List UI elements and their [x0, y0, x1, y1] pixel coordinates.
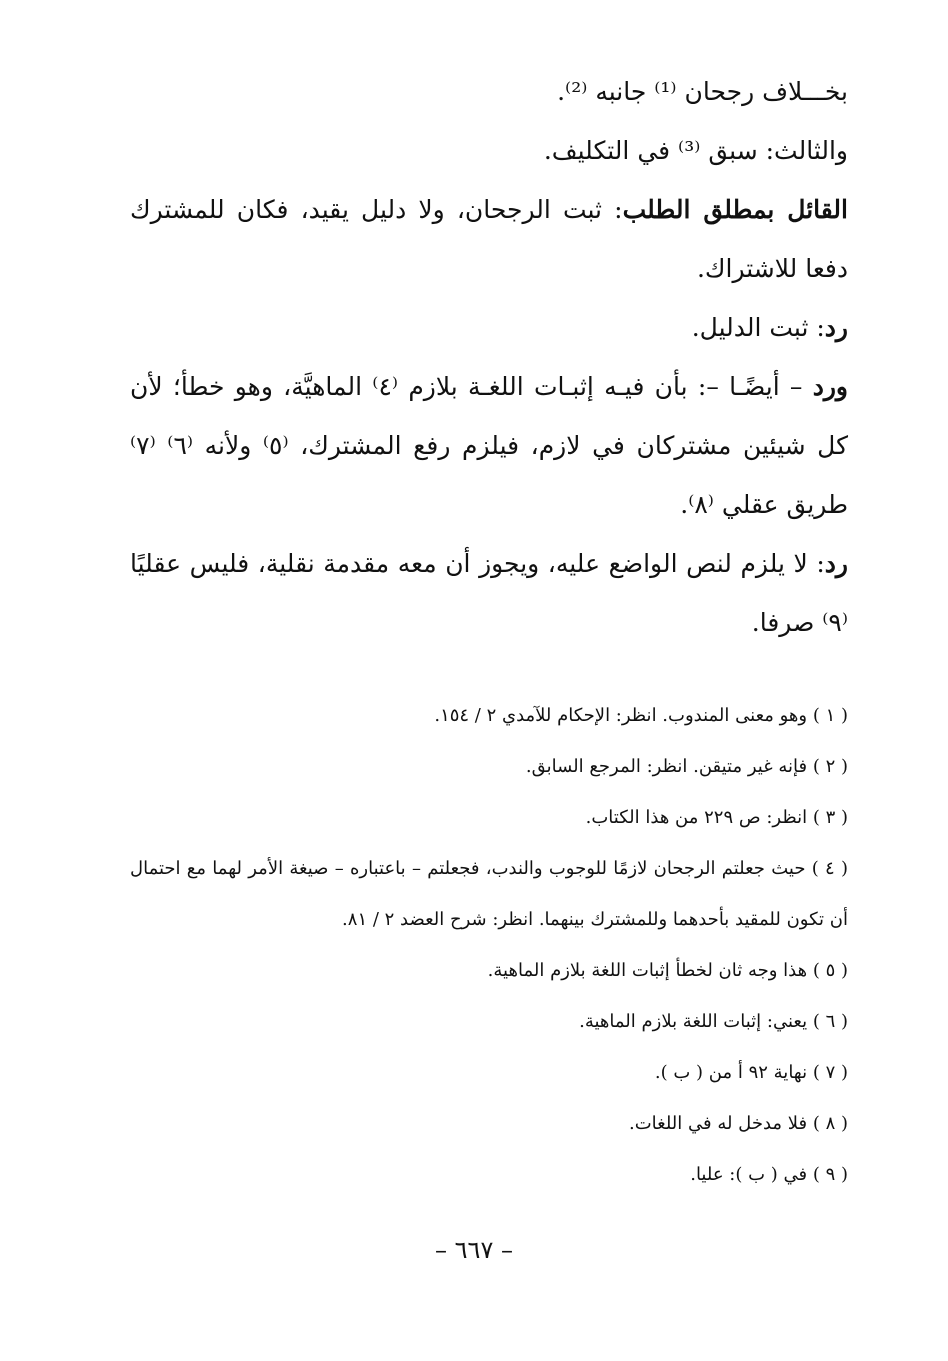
footnote-8: ( ٨ ) فلا مدخل له في اللغات.	[629, 1113, 848, 1134]
paragraph-5	[130, 357, 848, 534]
paragraph-3-text: : ثبت الرجحان، ولا دليل يقيد، فكان للمشترك دفعا للاشتراك.	[130, 195, 848, 283]
paragraph-3	[130, 180, 848, 298]
footnote-6: ( ٦ ) يعني: إثبات اللغة بلازم الماهية.	[579, 1011, 848, 1032]
footnote-2: ( ٢ ) فإنه غير متيقن. انظر: المرجع السابق.	[525, 756, 848, 777]
main-text	[130, 62, 848, 652]
paragraph-4-heading: رد	[824, 313, 848, 342]
paragraph-4-text: : ثبت الدليل.	[691, 313, 825, 342]
page-number: – ٦٦٧ –	[435, 1236, 513, 1264]
footnote-4: ( ٤ ) حيث جعلتم الرجحان لازمًا للوجوب والندب، فجعلتم – باعتباره – صيغة الأمر لهما مع احتمال أن تكون للمقيد بأحدهما وللمشترك بينهما. انظر: شرح العضد ٢ / ٨١.	[130, 858, 849, 930]
paragraph-6	[130, 534, 848, 652]
paragraph-2	[130, 121, 848, 180]
paragraph-1-text: بخـــلاف رجحان ⁽¹⁾ جانبه ⁽²⁾.	[557, 77, 848, 106]
paragraph-1	[130, 62, 848, 121]
paragraph-5-text: – أيضًـا –: بأن فيـه إثبـات اللغـة بلازم ⁽٤⁾ الماهيَّة، وهو خطأ؛ لأن كل شيئين مشتركان في لازم، فيلزم رفع المشترك، ⁽٥⁾ ولأنه ⁽٦⁾ ⁽٧⁾ طريق عقلي ⁽٨⁾.	[130, 372, 848, 519]
paragraph-3-heading: القائل بمطلق الطلب	[622, 195, 848, 224]
footnote-3: ( ٣ ) انظر: ص ٢٢٩ من هذا الكتاب.	[585, 807, 848, 828]
paragraph-6-text: : لا يلزم لنص الواضع عليه، ويجوز أن معه مقدمة نقلية، فليس عقليًا ⁽٩⁾ صرفا.	[130, 549, 848, 637]
footnote-5: ( ٥ ) هذا وجه ثان لخطأ إثبات اللغة بلازم الماهية.	[487, 960, 848, 981]
footnote-9: ( ٩ ) في ( ب ): عليا.	[690, 1164, 848, 1185]
paragraph-5-heading: ورد	[812, 372, 848, 401]
footnote-divider	[130, 675, 848, 676]
paragraph-6-heading: رد	[824, 549, 848, 578]
paragraph-2-text: والثالث: سبق ⁽³⁾ في التكليف.	[543, 136, 848, 165]
footnote-7: ( ٧ ) نهاية ٩٢ أ من ( ب ).	[654, 1062, 848, 1083]
paragraph-4	[130, 298, 848, 357]
footnote-1: ( ١ ) وهو معنى المندوب. انظر: الإحكام للآمدي ٢ / ١٥٤.	[434, 705, 848, 726]
footnotes	[130, 690, 848, 1200]
